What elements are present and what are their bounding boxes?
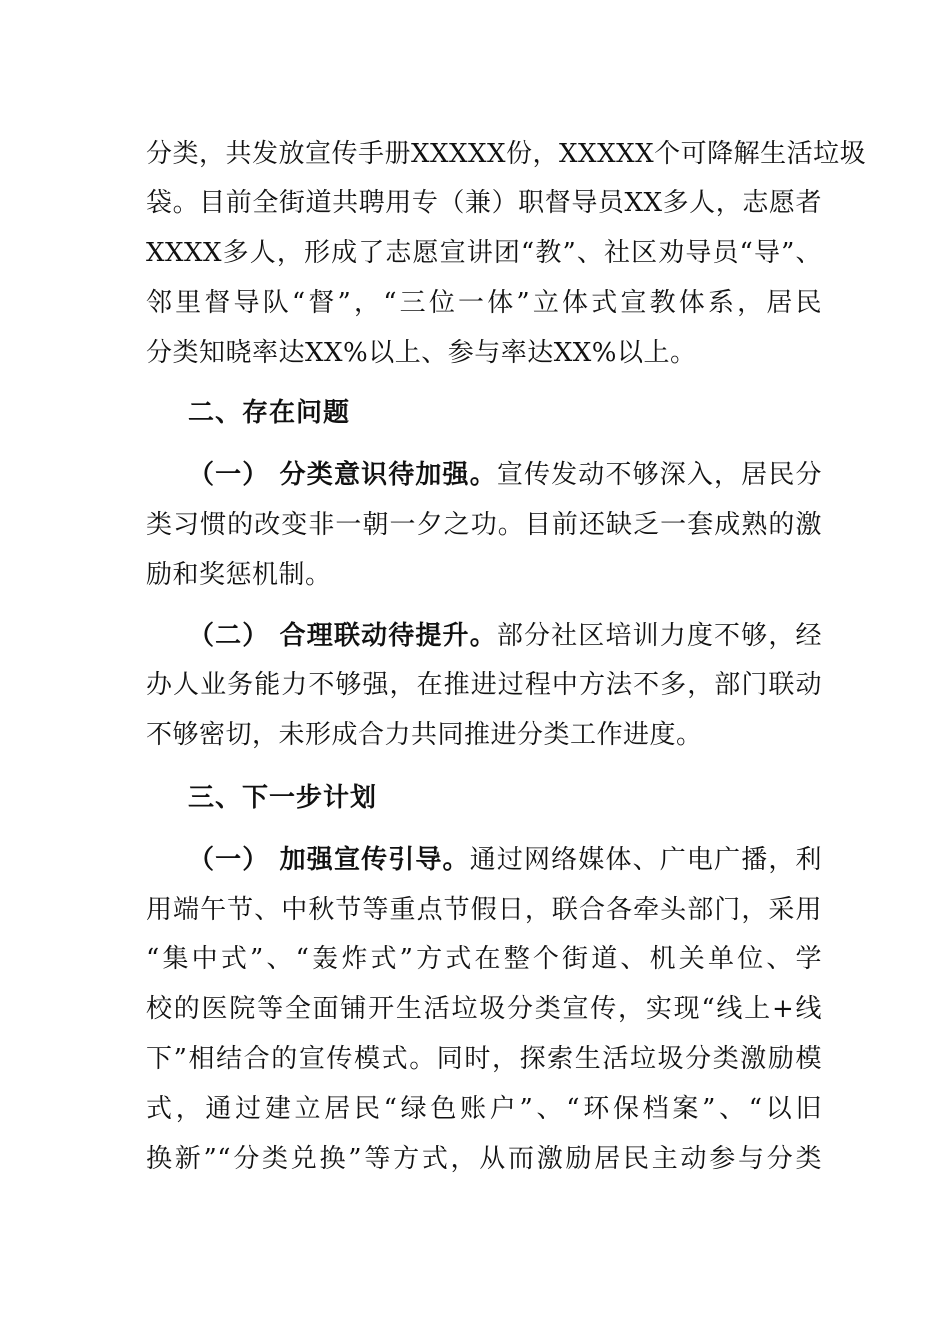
section-heading: 三、下一步计划 — [188, 783, 378, 813]
paragraph-line: XXXX多人，形成了志愿宣讲团“教”、社区劝导员“导”、 — [146, 238, 822, 268]
paragraph-line: 式，通过建立居民“绿色账户”、“环保档案”、“以旧 — [146, 1094, 822, 1124]
item-text: 部分社区培训力度不够，经 — [496, 621, 822, 651]
item-lead: （二） 合理联动待提升。 — [188, 621, 497, 651]
item-first-line — [188, 845, 822, 875]
item-lead: （一） 分类意识待加强。 — [188, 460, 497, 490]
paragraph-line: “集中式”、“轰炸式”方式在整个街道、机关单位、学 — [146, 944, 822, 974]
paragraph-line: 分类知晓率达XX%以上、参与率达XX%以上。 — [146, 338, 697, 368]
paragraph-line: 用端午节、中秋节等重点节假日，联合各牵头部门，采用 — [146, 895, 822, 925]
paragraph-line: 换新”“分类兑换”等方式，从而激励居民主动参与分类 — [146, 1144, 822, 1174]
paragraph-line: 分类，共发放宣传手册XXXXX份，XXXXX个可降解生活垃圾 — [146, 139, 867, 169]
item-text: 通过网络媒体、广电广播，利 — [469, 845, 822, 875]
paragraph-line: 办人业务能力不够强，在推进过程中方法不多，部门联动 — [146, 670, 822, 700]
paragraph-line: 励和奖惩机制。 — [146, 560, 332, 590]
section-heading: 二、存在问题 — [188, 398, 351, 428]
paragraph-line: 类习惯的改变非一朝一夕之功。目前还缺乏一套成熟的激 — [146, 510, 822, 540]
paragraph-line: 袋。目前全街道共聘用专（兼）职督导员XX多人，志愿者 — [146, 188, 822, 218]
paragraph-line: 邻里督导队“督”，“三位一体”立体式宣教体系，居民 — [146, 288, 822, 318]
item-first-line — [188, 460, 822, 490]
item-first-line — [188, 621, 822, 651]
paragraph-line: 校的医院等全面铺开生活垃圾分类宣传，实现“线上+线 — [146, 994, 822, 1024]
item-lead: （一） 加强宣传引导。 — [188, 845, 470, 875]
paragraph-line: 下”相结合的宣传模式。同时，探索生活垃圾分类激励模 — [146, 1044, 822, 1074]
item-text: 宣传发动不够深入，居民分 — [496, 460, 822, 490]
paragraph-line: 不够密切，未形成合力共同推进分类工作进度。 — [146, 720, 703, 750]
